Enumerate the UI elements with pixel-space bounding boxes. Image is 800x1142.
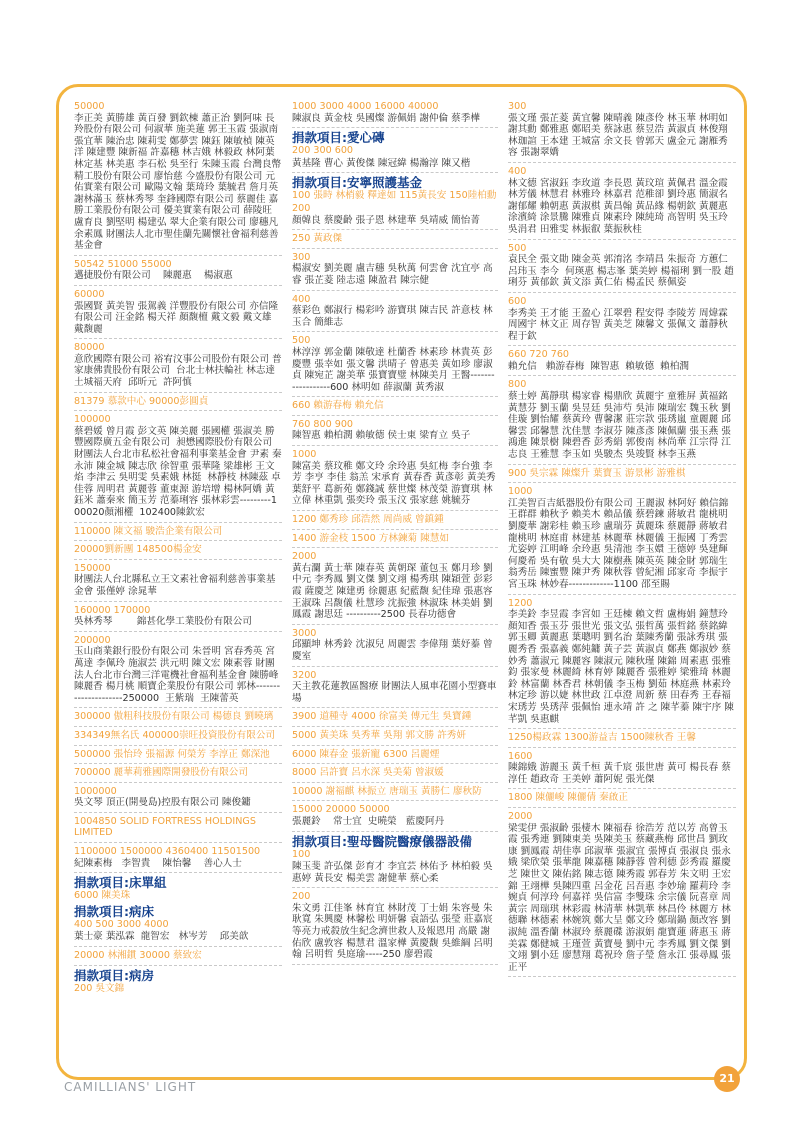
donor-column-1 <box>74 100 282 1035</box>
donation-block <box>508 378 736 464</box>
donor-names: 紀陳素梅 李智貴 陳怡馨 善心人士 <box>74 857 242 869</box>
donation-amount: 100000 <box>74 414 111 426</box>
donation-amount: 1400 游金枝 1500 方林鍊菊 陳慧如 <box>292 532 449 544</box>
donation-amount: 400 <box>508 165 527 177</box>
donation-block <box>74 710 282 727</box>
donation-amount: 700000 麗華莉雅國際開發股份有限公司 <box>74 767 248 779</box>
donation-amount: 500000 張怡玲 張福源 何榮芳 李淳正 鄭深池 <box>74 748 270 760</box>
donation-block <box>74 258 282 286</box>
donor-names: 天主教花蓮教區醫療 財團法人風車花園小型賽車場 <box>292 681 497 704</box>
donation-block <box>292 627 498 667</box>
donation-block <box>74 949 282 966</box>
donation-amount: 6000 陳春金 張新寵 6300 呂麗煙 <box>292 748 440 760</box>
donor-names: 吳林秀琴 錦甚化學工業股份有限公司 <box>74 616 252 628</box>
donation-block <box>292 251 498 291</box>
donation-amount: 900 吳宗霖 陳燦升 葉寶玉 游景彬 游雅棋 <box>508 467 686 479</box>
donation-amount: 760 800 900 <box>292 418 354 430</box>
donation-category <box>292 834 498 861</box>
donor-names: 陳玉斐 許弘傑 彭育才 李宜芸 林佑予 林柏毅 吳惠婷 黃長安 楊美雲 謝健華 蔡心柔 <box>292 861 493 884</box>
donor-names: 李正美 黃勝雄 黃百發 劉欽棟 蕭正治 劉阿味 長羚股份有限公司 何淑華 施美蓮 郭王玉霞 張淑南 張宜華 陳治忠 陳莉雯 鄭夢雲 陳鈺 陳敏楨 陳英洋 陳建豐 陳新福 許嘉穗 林吉娥 林毅政 林阿葉 林定基 林美惠 李石松 吳至行 朱陳玉霞 台灣良幣精工股份有限公司 廖怡慈 今盛股份有限公司 元佑實業有限公司 歐陽文翰 葉琦玲 葉毓君 詹月英 謝林滿玉 蔡林秀琴 奎鋒國際有限公司 蔡麗佳 嘉勝工業股份有限公司 優美實業有限公司 薛陵旺 盧育良 劉堅明 楊建弘 翠大企業有限公司 廖穗凡 余素鳳 財團法人北市聖佳蘭先關懷社會福利慈善基金會 <box>74 112 282 252</box>
donation-block <box>292 232 498 249</box>
donation-block <box>508 467 736 484</box>
donation-block <box>292 860 498 888</box>
donation-amount: 2000 <box>292 551 317 563</box>
donation-block <box>292 669 498 709</box>
category-amounts: 6000 陳美珠 <box>74 890 131 902</box>
donation-amount: 150000 <box>74 562 111 574</box>
donor-names: 江美智百吉紙器股份有限公司 王麗淑 林阿好 賴信錦 王群群 賴秋予 賴美木 賴品儀 蔡碧鍊 蔣敏君 龍桃明 劉慶華 謝彩桂 賴玉珍 盧瑞芬 黃麗珠 蔡麗靜 蔣敏君 龍桃明 林庭甫 林建基 林麗華 林麗儀 王振國 丁秀雲 尤姿婷 江明峰 余玲惠 吳清池 李玉嬛 王德婷 吳建輝 何慶希 吳有敬 吳大大 陳樹燕 陳英英 陳金財 郭瑞生 翁秀岳 陳蜜豐 陳尹秀 陳秋蓉 曾紀湘 邱家奇 李振宇 宮玉珠 林妙春-------------1100 邵至賜 <box>508 497 732 590</box>
donation-amount: 660 720 760 <box>508 349 570 361</box>
donation-block <box>508 348 736 376</box>
donor-column-3 <box>508 100 736 1055</box>
donation-block <box>74 100 282 256</box>
donation-amount: 8000 呂許寶 呂水深 吳美菊 曾淑媛 <box>292 767 444 779</box>
donation-block <box>292 418 498 446</box>
donation-block <box>74 785 282 813</box>
donation-amount: 1100000 1500000 4360400 11501500 <box>74 846 261 858</box>
donation-block <box>292 334 498 397</box>
donation-block <box>74 525 282 542</box>
donor-column-2 <box>292 100 498 1055</box>
donation-block <box>292 100 498 128</box>
donation-amount: 1200 <box>508 597 533 609</box>
donation-amount: 1000 <box>292 449 317 461</box>
donation-amount: 200000 <box>74 634 111 646</box>
donation-block <box>292 729 498 746</box>
category-heading: 捐款項目:病床 <box>74 903 154 919</box>
donation-amount: 300 <box>508 101 527 112</box>
donor-names: 玉山商業銀行股份有限公司 朱晉明 宮春秀英 宮萬達 李佩玲 施淑芸 洪元明 陳文宏 陳素蓉 財團法人台北市台灣三洋電機社會福利基金會 陳勝峰 陳麗香 楊月桃 順寶企業股份有限公司 郭林---------------------250000 王紫瑞 王陳蕾英 <box>74 646 282 704</box>
donation-category <box>74 904 282 931</box>
donation-amount: 1000 <box>508 486 533 498</box>
donation-block <box>292 513 498 530</box>
donation-amount: 1800 陳儷峻 陳儷倩 秦啟正 <box>508 792 628 804</box>
donor-names: 意欣國際有限公司 裕宥汶事公司股份有限公司 普家康佛貴股份有限公司 台北士林扶輪社 林志達 土城福天府 邱昕元 許阿慎 <box>74 353 282 389</box>
donor-names: 張文瑾 張芷菱 黃宜馨 陳晴義 陳彥伶 林玉華 林明如 謝其勳 鄭雅惠 鄭昭美 蔡詠惠 蔡昱浩 黃淑貞 林俊翔 林珈諠 王本建 王城富 余文長 曾郭天 盧金元 謝雁秀容 張謝翠嬌 <box>508 112 731 159</box>
donation-block <box>508 295 736 346</box>
donation-amount: 800 <box>508 379 527 391</box>
donor-names: 邱顯坤 林秀鈴 沈淑兒 周麗雲 李偉翔 葉妤蓁 曾慶室 <box>292 639 493 662</box>
donor-names: 張國賢 黃美智 張駕義 洋豐股份有限公司 亦信隆有限公司 汪金銘 楊天祥 顏馥檀 戴文毅 戴文雄 戴馥麗 <box>74 300 279 335</box>
donation-block <box>74 930 282 947</box>
donation-category <box>74 875 282 902</box>
category-heading: 捐款項目:聖母醫院醫療儀器設備 <box>292 833 472 849</box>
donation-amount: 15000 20000 50000 <box>292 804 390 816</box>
donation-block <box>292 202 498 230</box>
donation-amount: 300000 傲粗科技股份有限公司 楊德良 劉曉璃 <box>74 711 274 723</box>
donation-block <box>74 413 282 522</box>
donation-amount: 3000 <box>292 627 317 639</box>
donation-amount: 50542 51000 55000 <box>74 258 172 270</box>
category-amounts: 200 300 600 <box>292 145 354 157</box>
donor-names: 賴允信 賴游春梅 陳智惠 賴敏德 賴柏潤 <box>508 360 689 372</box>
donation-block <box>508 242 736 293</box>
donation-amount: 200 <box>292 891 311 903</box>
donation-block <box>292 803 498 831</box>
donor-names: 邁捷股份有限公司 陳麗惠 楊淑惠 <box>74 270 233 282</box>
donation-amount: 500 <box>292 335 311 347</box>
donation-block <box>292 293 498 333</box>
donor-names: 陳錦娥 游麗玉 黃千桓 黃千宸 張世唐 黃可 楊長春 蔡淳任 趙政奇 王美婷 蕭阿妮 張光傑 <box>508 762 731 785</box>
donation-block <box>508 597 736 730</box>
donation-amount: 1200 鄭秀珍 邱浩然 周尚威 曾鎮鍾 <box>292 514 444 526</box>
donation-amount: 200 <box>292 202 311 214</box>
donation-amount: 500 <box>508 242 527 254</box>
donation-amount: 1004850 SOLID FORTRESS HOLDINGS LIMITED <box>74 815 256 839</box>
donation-category <box>292 175 498 202</box>
donation-block <box>74 395 282 412</box>
donation-amount: 3900 道種寺 4000 徐富美 傅元生 吳寶鍾 <box>292 711 472 723</box>
category-amounts: 200 吳文錦 <box>74 982 125 994</box>
donation-amount: 250 黃政傑 <box>292 233 343 245</box>
donation-block <box>292 766 498 783</box>
donation-amount: 60000 <box>74 288 105 300</box>
donation-block <box>508 731 736 748</box>
donor-names: 梁雯伊 張淑齡 張棲木 陳福春 徐浩芳 范以芳 高曾玉霞 張秀連 劉陳東美 吳陳美玉 蔡藏燕梅 邱世昌 劉玫康 劉鳳霞 胡佳寧 邱淑華 張淑宜 張博貞 張淑良 張永娥 梁欣榮 張華龍 陳嘉穗 陳靜蓉 曾利德 彭秀霞 羅慶芝 陳世文 陳佑銘 陳志德 陳秀霞 郭春芳 朱文明 王宏錦 王翊樺 吳陳四重 呂金花 呂吾惠 李妙瑜 羅莉玲 李婉貞 何淳玲 何嘉祥 吳信富 李雙珠 余宗儀 阮喜章 周黃宗 周瑞琪 林彩霞 林清華 林凱華 林昌伶 林麗方 林德聯 林德素 林婉筑 鄭大呈 鄭文玲 鄭瑞鍋 顏改容 劉淑純 溫香蘭 林淑玲 蔡麗碟 游淑娟 龍寶蓮 蔣惠玉 蔣美霖 鄭健城 王瑾萱 黃寶曼 劉中元 李秀鳳 劉文傑 劉文翊 劉小廷 廖慧翔 葛祝玲 詹子瑩 詹永江 張尋鳳 張正平 <box>508 822 731 973</box>
page-number-badge: 21 <box>714 1066 740 1092</box>
donation-block <box>508 810 736 977</box>
donation-block <box>292 448 498 511</box>
donor-names: 張麗鈴 常士宜 史曉榮 藍慶阿丹 <box>292 815 445 827</box>
donation-amount: 20000 林湘鏆 30000 蔡致宏 <box>74 950 202 962</box>
donation-amount: 1000 3000 4000 16000 40000 <box>292 101 439 112</box>
donor-names: 吳文琴 頂正(開曼島)控股有限公司 陳俊鏞 <box>74 797 251 809</box>
category-amounts: 100 <box>292 848 311 860</box>
donation-block <box>292 785 498 802</box>
donation-block <box>508 485 736 594</box>
donor-names: 林淳淳 郭金蘭 陳敬達 杜蘭香 林素珍 林貴英 彭慶豐 張幸如 張文馨 洪晴子 曾惠美 黃如珍 廖淑貞 陳宛芷 謝美華 張寶寶璧 林陳美月 王醫------------------600 林明如 薛淑蘭 黃秀淑 <box>292 346 495 393</box>
donation-amount: 80000 <box>74 342 105 354</box>
donation-block <box>74 845 282 873</box>
donation-block <box>508 791 736 808</box>
brand-footer: CAMILLIANS' LIGHT <box>64 1080 197 1094</box>
donor-names: 顏韓良 蔡慶齡 張子恩 林建華 吳靖威 簡怡菁 <box>292 214 480 226</box>
donation-amount: 20000劉新團 148500楊金安 <box>74 544 202 556</box>
donation-category <box>292 130 498 157</box>
donation-block <box>292 710 498 727</box>
donation-amount: 334349無名氏 400000崇旺投資股份有限公司 <box>74 729 276 741</box>
donation-block <box>292 890 498 965</box>
category-amounts: 400 500 3000 4000 <box>74 918 169 930</box>
donation-block <box>74 729 282 746</box>
category-amounts: 100 張時 林梢毅 釋達如 115黃長安 150陸柏勳 <box>292 190 497 202</box>
donation-amount: 81379 慕款中心 90000彭圓貞 <box>74 395 209 407</box>
donation-amount: 1250楊政霖 1300游益吉 1500陳秋香 王馨 <box>508 732 696 744</box>
donation-block <box>74 604 282 632</box>
donation-amount: 660 賴游春梅 賴允信 <box>292 400 384 412</box>
donor-names: 黃基隆 曹心 黃俊傑 陳冠緯 楊瀚淳 陳又楷 <box>292 157 471 169</box>
donation-category <box>74 968 282 995</box>
donor-names: 林文德 宮淑鈺 李玫道 李長恩 黃玟瑄 黃佩君 溫金霞 林芳儀 林慧君 林雅玲 林嘉君 范稚卻 劉玲惠 簡淑名 謝郁耀 賴朝惠 黃淑棋 黃昌翰 黃品緣 楊朝欽 黃麗惠 涂濱綺 涂景騰 陳雅貞 陳素玲 陳純琦 高智明 吳玉玲 吳涓君 田雅雯 林振叡 葉振秋桂 <box>508 177 731 235</box>
category-heading: 捐款項目:愛心磚 <box>292 130 385 146</box>
donor-names: 蔡彩色 鄭淑行 楊彩吟 游寶琪 陳吉民 許意枝 林玉合 簡維志 <box>292 305 493 328</box>
donation-block <box>74 634 282 709</box>
donation-block <box>74 341 282 392</box>
donor-names: 蔡士婷 萬靜琪 楊家睿 楊鼎欣 黃麗宇 童雅屏 黃福銘 黃慧芬 劉玉蘭 吳昱廷 吳沛芍 吳沛 陳瑞宏 魏玉秋 劉佳璇 劉怡耀 蔡黃玲 曹馨潔 莊宗款 張琇嵐 童麗麗 邱馨雲 邱馨慧 沈佳慧 李淑芬 陳彥彥 陳佩蘭 張玉燕 張鴻進 陳景樹 陳碧香 彭秀絹 郭俊南 林尚華 江宗得 江志良 王雅慧 李玉如 吳駿杰 吳竣賢 林李玉燕 <box>508 391 731 461</box>
donation-block <box>292 532 498 549</box>
category-heading: 捐款項目:安寧照護基金 <box>292 175 422 191</box>
donor-names: 李秀美 王才能 王盈心 江翠碧 程安得 李陵芳 周煒霖 周國宇 林文正 周存智 黃美芝 陳馨文 張佩文 蕭靜秋 程于欽 <box>508 307 731 342</box>
donor-names: 陳淑良 黃金枝 吳國燦 游佩娟 謝仲倫 蔡季樺 <box>292 112 480 124</box>
donation-amount: 50000 <box>74 101 105 112</box>
donor-names: 陳富美 蔡玟稚 鄭文玲 余玲惠 吳紅梅 李台強 李芳 李亨 李佳 翁羔 宋承育 黃春香 黃彥彰 黃美秀 葉舒平 葛新苑 鄭錢誠 蔡世燦 林茂榮 游寶琪 林立偉 林重凱 張奕玲 張玉汶 張家慈 姚毓芬 <box>292 460 499 507</box>
donation-amount: 300 <box>292 251 311 263</box>
donation-amount: 160000 170000 <box>74 604 151 616</box>
donation-block <box>292 399 498 416</box>
donation-block <box>508 165 736 240</box>
category-heading: 捐款項目:病房 <box>74 967 154 983</box>
donation-block <box>292 748 498 765</box>
donor-names: 袁民全 張文勛 陳金英 郭淯洺 李靖昌 朱振奇 方蕙仁 呂玮玉 李今 何瑛惠 楊志峯 葉美婷 楊福琍 劉一股 趙琍芬 黃郁欽 黃文添 黃仁佑 楊孟民 蔡佩姿 <box>508 254 734 289</box>
donation-block <box>74 748 282 765</box>
donation-block <box>74 562 282 602</box>
donation-block <box>292 550 498 625</box>
donor-names: 楊淑安 劉美麗 盧吉穗 吳秋萬 何雲會 沈宜亭 高睿 張芷菱 陸志遠 陳盈君 陳宗健 <box>292 263 493 286</box>
donation-amount: 5000 黃美珠 吳秀華 吳翔 郭文勝 許秀妍 <box>292 729 466 741</box>
donation-amount: 2000 <box>508 811 533 823</box>
donation-amount: 1000000 <box>74 785 117 797</box>
donation-block <box>292 157 498 174</box>
donation-block <box>74 766 282 783</box>
donation-block <box>508 100 736 163</box>
donation-amount: 10000 謝福麒 林振立 唐瑞玉 黃勝仁 廖秋防 <box>292 785 482 797</box>
donation-block <box>74 288 282 339</box>
donation-amount: 3200 <box>292 669 317 681</box>
donation-amount: 1600 <box>508 750 533 762</box>
donor-names: 財團法人台北縣私立王文素社會福利慈善事業基金會 張僅婷 涂晁華 <box>74 574 276 597</box>
donor-names: 陳智惠 賴柏潤 賴敏德 侯士東 梁育立 吳子 <box>292 430 471 442</box>
donor-names: 朱文勇 江佳峯 林育宜 林財茂 丁士娟 朱容曼 朱耿寬 朱興慶 林馨松 明妍馨 袁語弘 張瑩 莊嘉宸等亮力戒殺放生紀念濟世救人及報恩用 高嚴 謝佑欣 盧敦容 楊慧君 溫家樺 黃慶馥 吳維綱 呂明翰 呂明哲 吳庭瑜-----250 廖碧霞 <box>292 902 493 961</box>
donation-amount: 600 <box>508 295 527 307</box>
donation-amount: 400 <box>292 293 311 305</box>
category-heading: 捐款項目:床單組 <box>74 875 167 891</box>
donor-names: 黃右瀾 黃士華 陳春英 黃朝琛 董包玉 鄭月珍 劉中元 李秀鳳 劉文傑 劉文翊 楊秀琪 陳穎萱 彭彩霞 薩慶芝 陳建勇 徐麗惠 紀藍馥 紀佳瑋 張惠容 王淑珠 呂馥儀 杜慧珍 沈振強 林淑珠 林美娟 劉鳳霞 謝思廷 ----------2500 長春功德會 <box>292 562 496 621</box>
donation-block <box>74 543 282 560</box>
donation-block <box>508 750 736 790</box>
donor-names: 蔡碧媛 曾月霞 彭文英 陳美麗 張國權 張淑美 勝豐國際廣五金有限公司 昶懋國際股份有限公司 財團法人台北市私松社會福利事業基金會 尹素 秦永沛 陳金城 陳志欣 徐智重 張華隆 梁雄彬 王文焰 李津云 吳明雯 吳素娥 林挺 林靜枝 林陳茲 卓佳蓉 周明君 黃麗蓉 董東源 游培增 楊林阿嬌 黃鈺米 蕭秦來 簡玉芳 范蓁琍容 張林彩雲---------100020顏湘權 102400陳欽宏 <box>74 425 282 518</box>
donor-names: 李美鈴 李昱霞 李宮如 王廷棟 賴文哲 盧梅娟 鐘慧玲 顏知香 張玉芬 張世光 張文弘 張哲萬 張哲銘 蔡銘緯 郭玉卿 黃麗惠 葉聰明 劉名治 葉陳秀蘭 張詠秀琪 張麗秀香 張嘉義 鄭純鏞 黃子芸 黃淑貞 鄭燕 鄭淑妙 蔡妙秀 蕭淑元 陳麗容 陳淑元 陳秋瑾 陳錦 周素惠 張雅鈞 張家曼 林麗綺 林育婷 陳麗香 張雅婷 梁雅琦 林麗鈴 林富蘭 林香君 林朝儀 李玉梅 劉茹 林庭燕 林素玲 林定珍 游以婕 林世政 江卓澄 周新 蔡 田春秀 王春福 宋琇芳 吳琇萍 張佩怡 連永靖 許 之 陳芊蓁 陳宇序 陳芊凱 吳惠麒 <box>508 609 734 725</box>
donation-block <box>74 815 282 843</box>
donation-amount: 110000 陳文福 駿浩企業有限公司 <box>74 525 223 537</box>
donor-names: 葉士豪 葉泓霖 龍智宏 林岑芳 邱美歆 <box>74 931 249 943</box>
